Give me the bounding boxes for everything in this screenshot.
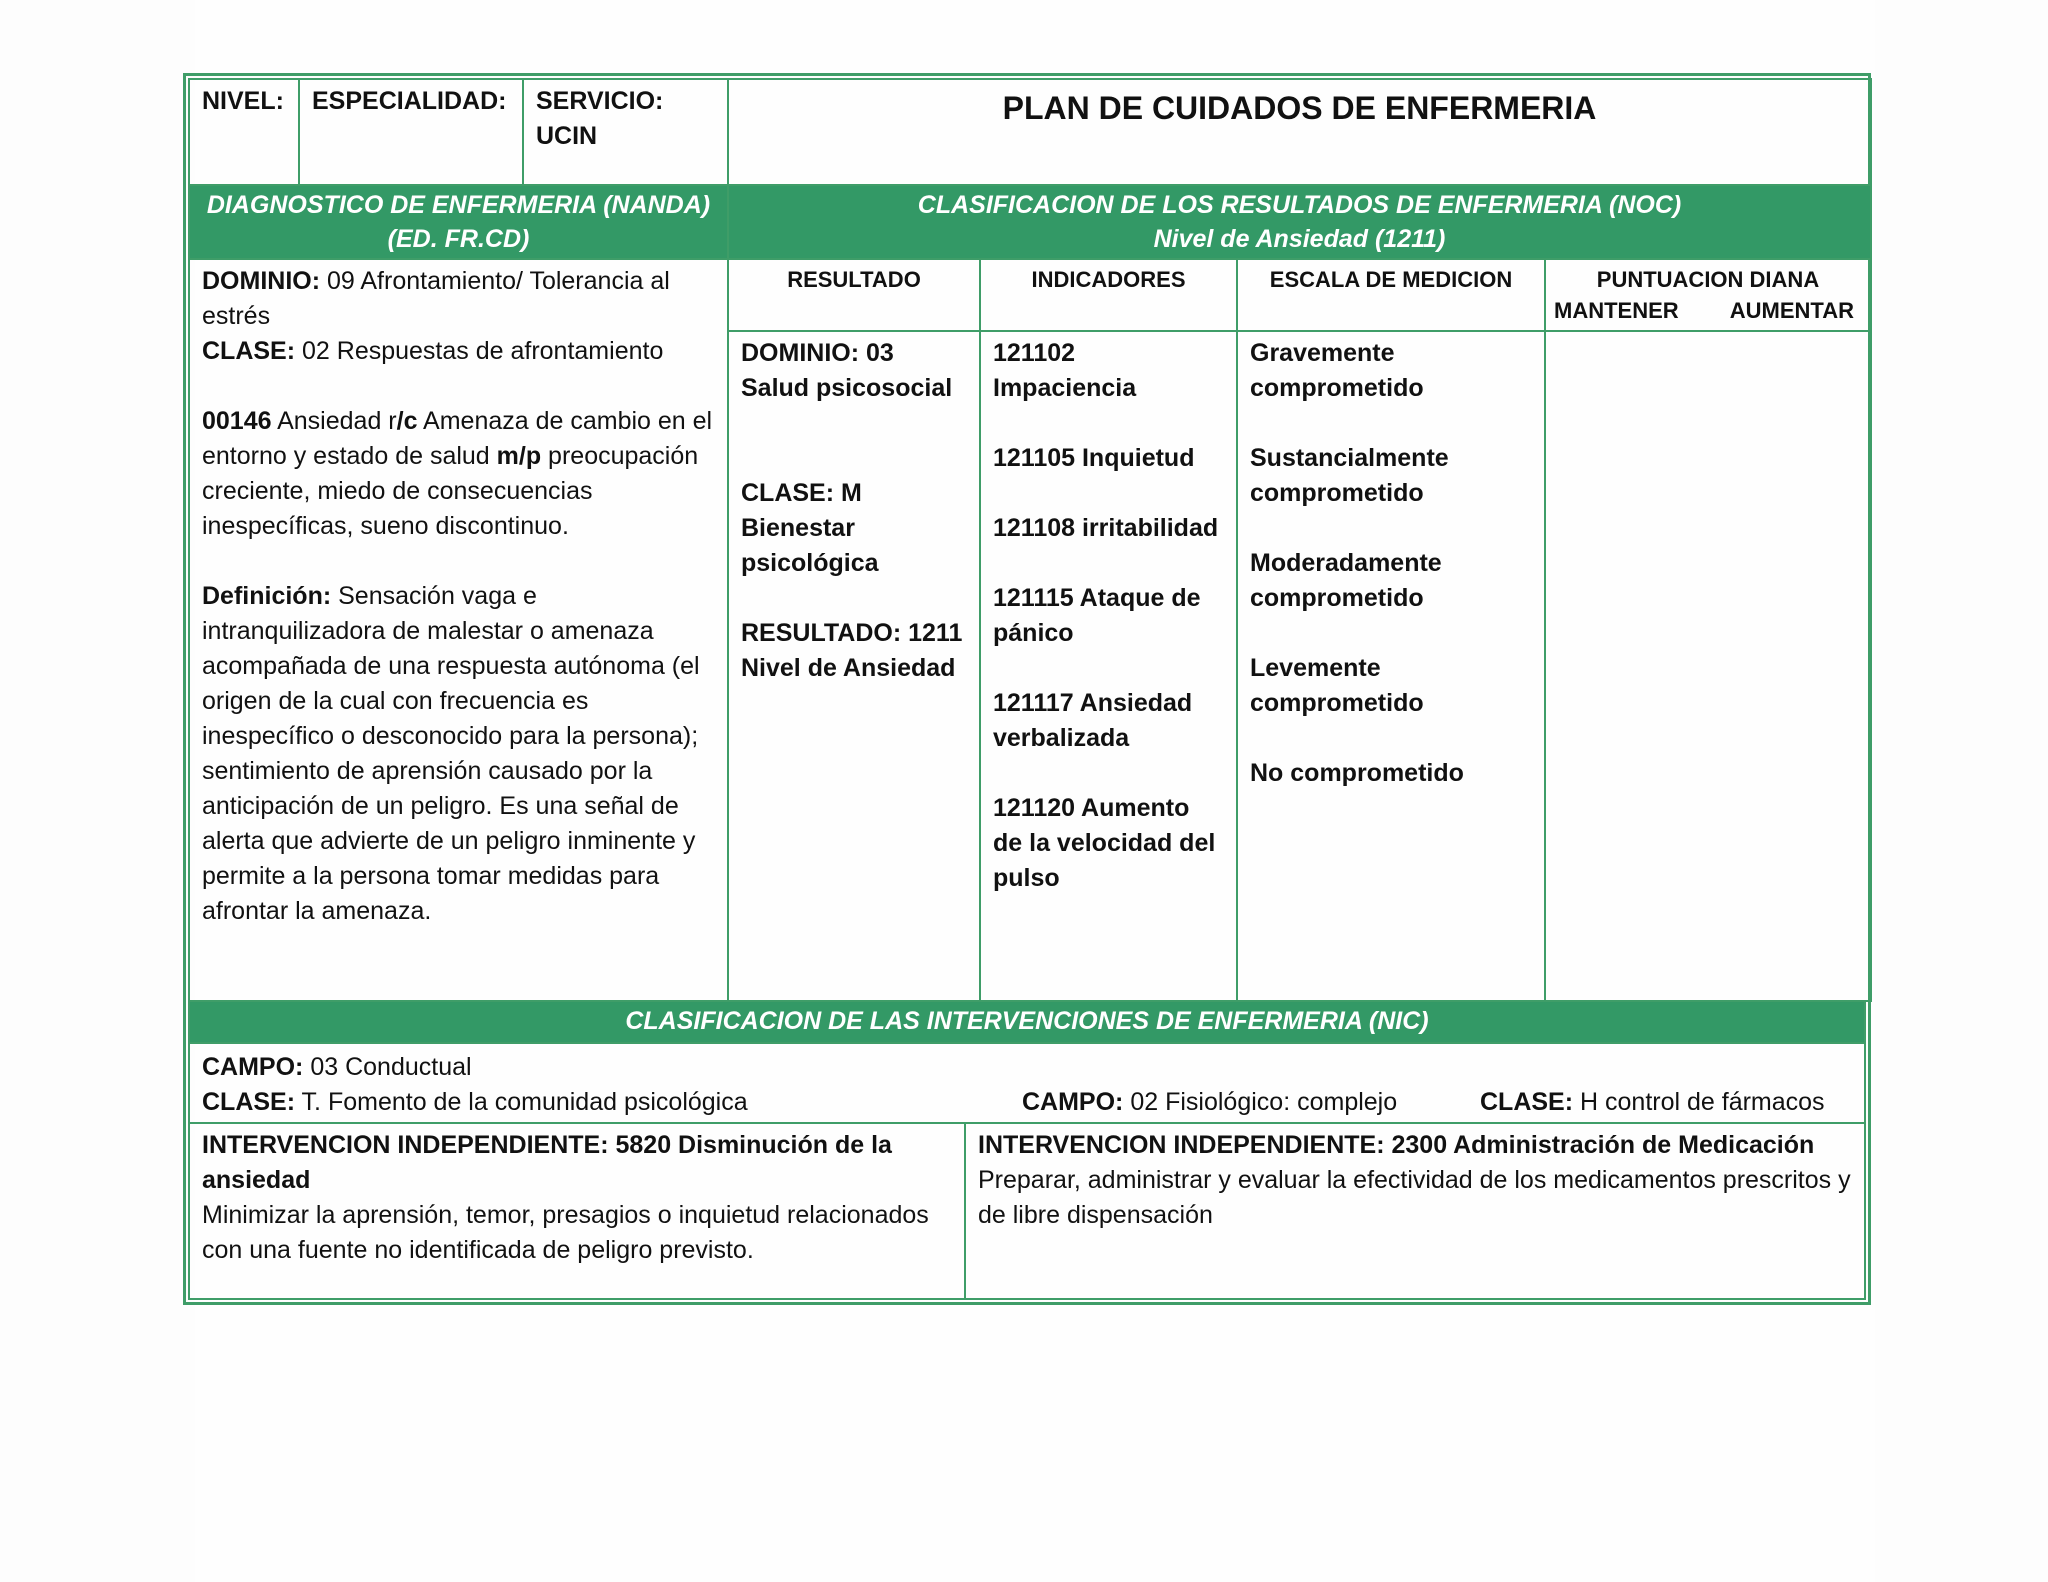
nic-campo1-label: CAMPO: — [202, 1053, 304, 1081]
resultado-dominio-name: Salud psicosocial — [741, 374, 953, 402]
nic-campo1 — [202, 1050, 1852, 1085]
nanda-diag-part3: preocupación creciente, miedo de consecuencias inespecíficas, sueno discontinuo. — [202, 442, 699, 540]
resultado-cell — [728, 331, 980, 1001]
nic-clase2-label: CLASE: — [1480, 1088, 1574, 1116]
nic-clase1-value: T. Fomento de la comunidad psicológica — [295, 1088, 748, 1116]
intervencion-2-text: Preparar, administrar y evaluar la efectividad de los medicamentos prescritos y de libre dispensación — [978, 1166, 1851, 1229]
nanda-dominio-value: 09 Afrontamiento/ Tolerancia al estrés — [202, 267, 670, 330]
nanda-diag-part1: Ansiedad r — [271, 407, 397, 435]
nanda-clase — [202, 334, 715, 369]
nic-clase2 — [1480, 1085, 1825, 1120]
indicador-item: 121108 irritabilidad — [993, 514, 1219, 542]
nic-campo2-value: 02 Fisiológico: complejo — [1123, 1088, 1398, 1116]
col-resultado: RESULTADO — [728, 259, 980, 331]
nic-campo2-label: CAMPO: — [1022, 1088, 1124, 1116]
nanda-clase-value: 02 Respuestas de afrontamiento — [295, 337, 664, 365]
nanda-rc: /c — [396, 407, 418, 435]
nanda-definicion — [202, 579, 715, 929]
nic-campo2 — [1022, 1085, 1480, 1120]
nanda-definicion-value: Sensación vaga e intranquilizadora de malestar o amenaza acompañada de una respuesta autónoma (el origen de la cual con frecuencia es inespecífico o desconocido para la persona); sentimiento de aprensión causado por la anticipación de un peligro. Es una señal de alerta que advierte de un peligro inminente y permite a la persona tomar medidas para afrontar la amenaza. — [202, 582, 700, 925]
nanda-header-line2: (ED. FR.CD) — [387, 225, 530, 253]
indicador-item: 121105 Inquietud — [993, 444, 1195, 472]
servicio-value: UCIN — [536, 122, 598, 150]
escala-item: Levemente comprometido — [1250, 654, 1424, 717]
nanda-diag-part2: Amenaza de cambio en el entorno y estado de salud — [202, 407, 713, 470]
intervencion-2-cell — [965, 1123, 1865, 1299]
nanda-code: 00146 — [202, 407, 272, 435]
nic-clase-line — [202, 1085, 1852, 1120]
nivel-cell — [189, 79, 299, 185]
nanda-body — [189, 259, 728, 1001]
servicio-label: SERVICIO: — [536, 87, 664, 115]
nic-clase1-label: CLASE: — [202, 1088, 296, 1116]
especialidad-label: ESPECIALIDAD: — [312, 87, 507, 115]
indicador-item: 121115 Ataque de pánico — [993, 584, 1201, 647]
nic-clase2-value: H control de fármacos — [1573, 1088, 1825, 1116]
col-indicadores: INDICADORES — [980, 259, 1237, 331]
intervencion-1-cell — [189, 1123, 965, 1299]
nanda-diagnostico — [202, 404, 715, 544]
servicio-cell — [523, 79, 728, 185]
nanda-header — [189, 185, 728, 259]
indicador-item: 121117 Ansiedad verbalizada — [993, 689, 1193, 752]
puntuacion-cell — [1545, 331, 1871, 1001]
nanda-clase-label: CLASE: — [202, 337, 296, 365]
escala-item: No comprometido — [1250, 759, 1464, 787]
nanda-mp: m/p — [496, 442, 542, 470]
resultado-clase-name: Bienestar psicológica — [741, 514, 879, 577]
page-title: PLAN DE CUIDADOS DE ENFERMERIA — [728, 79, 1871, 185]
nic-campo-cell — [189, 1043, 1865, 1123]
resultado-resultado: RESULTADO: 1211 — [741, 619, 963, 647]
resultado-dominio: DOMINIO: 03 — [741, 339, 894, 367]
nivel-label: NIVEL: — [202, 87, 284, 115]
intervencion-1-title: INTERVENCION INDEPENDIENTE: 5820 Disminución de la ansiedad — [202, 1131, 892, 1194]
puntuacion-label: PUNTUACION DIANA — [1596, 267, 1820, 292]
aumentar-label: AUMENTAR — [1729, 298, 1854, 323]
nanda-header-line1: DIAGNOSTICO DE ENFERMERIA (NANDA) — [206, 191, 711, 219]
escala-item: Sustancialmente comprometido — [1250, 444, 1449, 507]
indicador-item: 121120 Aumento de la velocidad del pulso — [993, 794, 1216, 892]
noc-header-line2: Nivel de Ansiedad (1211) — [1153, 225, 1446, 253]
col-escala: ESCALA DE MEDICION — [1237, 259, 1545, 331]
nic-clase1 — [202, 1085, 1022, 1120]
noc-header-line1: CLASIFICACION DE LOS RESULTADOS DE ENFERMERIA (NOC) — [917, 191, 1682, 219]
resultado-resultado-name: Nivel de Ansiedad — [741, 654, 956, 682]
escala-item: Moderadamente comprometido — [1250, 549, 1442, 612]
nanda-definicion-label: Definición: — [202, 582, 332, 610]
nic-header: CLASIFICACION DE LAS INTERVENCIONES DE ENFERMERIA (NIC) — [189, 1001, 1865, 1043]
nic-table — [188, 1000, 1866, 1300]
nanda-dominio — [202, 264, 715, 334]
care-plan-table — [188, 78, 1872, 1002]
noc-header — [728, 185, 1871, 259]
escala-cell — [1237, 331, 1545, 1001]
resultado-clase: CLASE: M — [741, 479, 862, 507]
nic-campo1-value: 03 Conductual — [303, 1053, 472, 1081]
intervencion-1-text: Minimizar la aprensión, temor, presagios o inquietud relacionados con una fuente no identificada de peligro previsto. — [202, 1201, 929, 1264]
col-puntuacion — [1545, 259, 1871, 331]
indicadores-cell — [980, 331, 1237, 1001]
nanda-dominio-label: DOMINIO: — [202, 267, 321, 295]
mantener-label: MANTENER — [1554, 298, 1679, 323]
care-plan-document — [183, 73, 1871, 1305]
intervencion-2-title: INTERVENCION INDEPENDIENTE: 2300 Administración de Medicación — [978, 1131, 1815, 1159]
puntuacion-subheaders — [1552, 295, 1864, 326]
escala-item: Gravemente comprometido — [1250, 339, 1424, 402]
especialidad-cell — [299, 79, 523, 185]
indicador-item: 121102 Impaciencia — [993, 339, 1137, 402]
